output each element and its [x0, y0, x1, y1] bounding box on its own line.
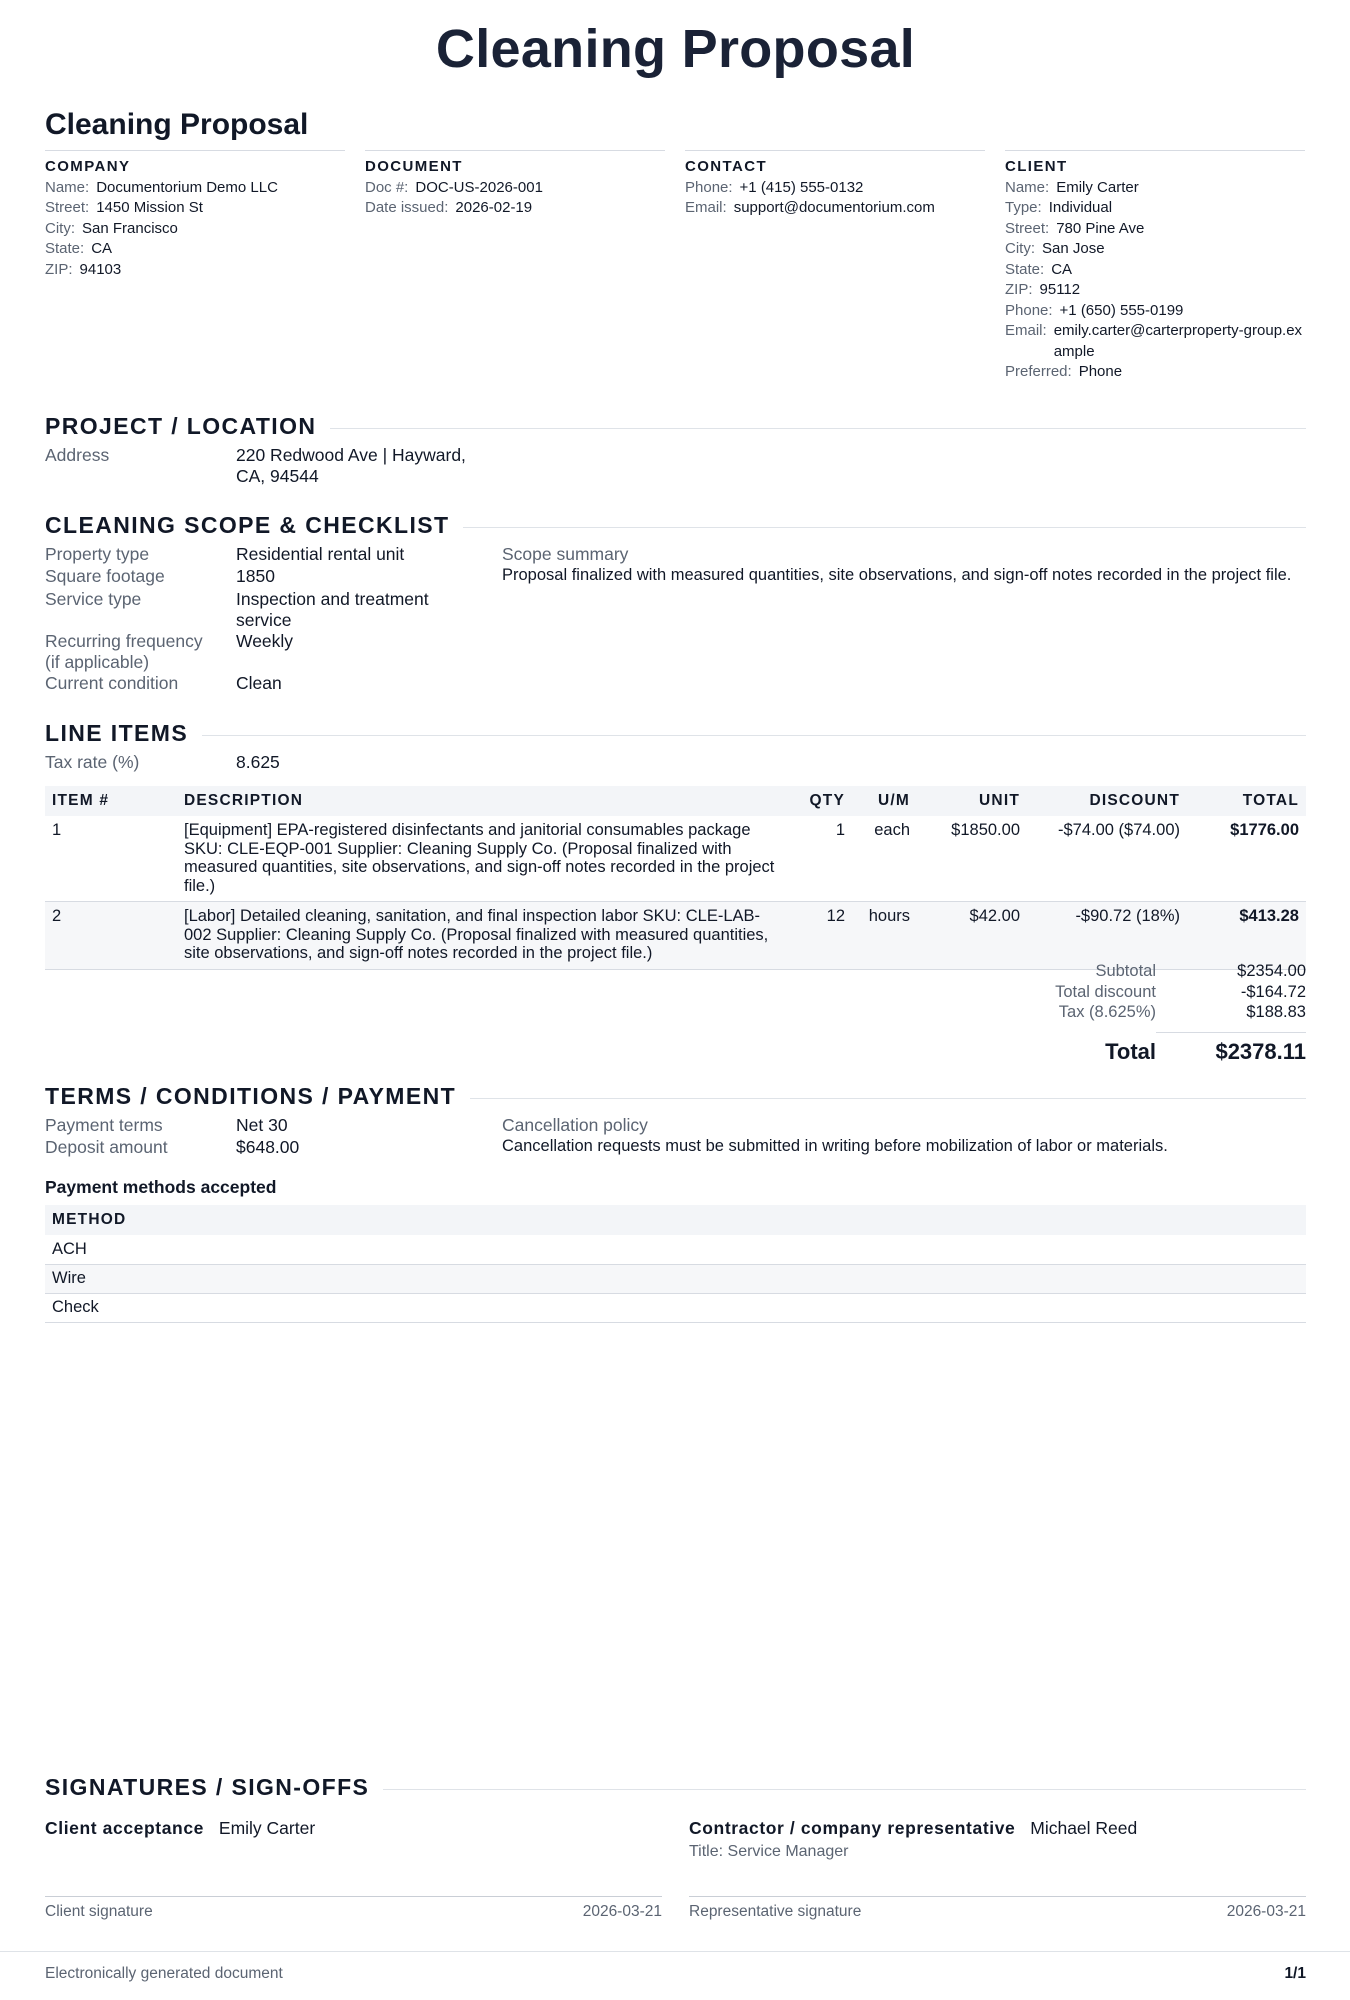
col-total: TOTAL [1187, 786, 1306, 816]
field-label: State: [45, 240, 85, 257]
discount-label: Total discount [1055, 982, 1156, 1001]
representative-signature-label: Representative signature [689, 1903, 862, 1920]
tax-rate-value: 8.625 [236, 752, 280, 772]
field-label: City: [1005, 240, 1035, 257]
date-issued: 2026-02-19 [455, 199, 533, 216]
table-row [45, 1293, 1306, 1322]
grand-total-label: Total [1105, 1039, 1156, 1064]
table-row [45, 902, 1306, 970]
document-heading: DOCUMENT [365, 158, 463, 175]
item-description: [Labor] Detailed cleaning, sanitation, and final inspection labor SKU: CLE-LAB-002 Supplier: Cleaning Supply Co. (Proposal finalized with measured quantities, site observations, and sign-off notes recorded in the project file.) [177, 902, 787, 970]
square-footage-label: Square footage [45, 566, 165, 586]
square-footage-value: 1850 [236, 566, 275, 586]
deposit-label: Deposit amount [45, 1137, 168, 1157]
item-number: 1 [45, 816, 177, 902]
payment-methods-heading: Payment methods accepted [45, 1177, 277, 1197]
client-acceptance-name: Emily Carter [218, 1818, 316, 1838]
contact-heading: CONTACT [685, 158, 768, 175]
project-section-header [45, 413, 1306, 440]
subtotal-value: $2354.00 [1237, 962, 1306, 980]
client-acceptance-label: Client acceptance [45, 1818, 205, 1838]
frequency-value: Weekly [236, 631, 294, 651]
representative-signature-date: 2026-03-21 [1226, 1903, 1306, 1920]
field-label: Name: [45, 178, 90, 196]
company-name: Documentorium Demo LLC [96, 178, 278, 196]
client-preferred: Phone [1078, 363, 1123, 380]
col-qty: QTY [787, 786, 852, 816]
totals-divider [1156, 1032, 1306, 1033]
company-zip: 94103 [79, 260, 122, 278]
service-type-label: Service type [45, 589, 142, 609]
client-preferred-row [1005, 362, 1305, 383]
company-street-row [45, 198, 345, 219]
field-label: Type: [1005, 199, 1042, 216]
company-city: San Francisco [82, 219, 178, 237]
item-number: 2 [45, 902, 177, 970]
item-um: each [852, 816, 917, 902]
client-heading: CLIENT [1005, 158, 1068, 175]
service-type-value: Inspection and treatment service [236, 589, 429, 630]
company-state-row [45, 239, 345, 260]
client-signature-label: Client signature [45, 1903, 153, 1920]
table-header-row [45, 1205, 1306, 1235]
item-description: [Equipment] EPA-registered disinfectants and janitorial consumables package SKU: CLE-EQP-001 Supplier: Cleaning Supply Co. (Proposal finalized with measured quantities, site observations, and sign-off notes recorded in the project file.) [177, 816, 787, 902]
document-subtitle: Cleaning Proposal [45, 108, 309, 141]
item-qty: 12 [787, 902, 852, 970]
field-label: ZIP: [45, 260, 73, 278]
field-label: Date issued: [365, 199, 449, 216]
scope-service-type [45, 589, 525, 631]
col-unit: UNIT [917, 786, 1027, 816]
representative-acceptance [689, 1818, 1137, 1839]
client-phone: +1 (650) 555-0199 [1059, 301, 1184, 319]
client-street: 780 Pine Ave [1056, 219, 1145, 237]
col-description: DESCRIPTION [177, 786, 787, 816]
project-heading: PROJECT / LOCATION [45, 413, 317, 439]
address-value: 220 Redwood Ave | Hayward, CA, 94544 [236, 445, 466, 486]
client-type: Individual [1048, 199, 1113, 216]
item-unit: $42.00 [917, 902, 1027, 970]
field-label: Name: [1005, 178, 1050, 196]
col-um: U/M [852, 786, 917, 816]
field-label: City: [45, 219, 75, 237]
frequency-label: Recurring frequency (if applicable) [45, 631, 203, 672]
field-label: Preferred: [1005, 363, 1072, 380]
scope-property-type [45, 544, 525, 566]
contact-phone: +1 (415) 555-0132 [739, 178, 864, 196]
contact-email-row [685, 198, 985, 219]
company-name-row [45, 178, 345, 199]
client-type-row [1005, 198, 1305, 219]
scope-frequency [45, 631, 525, 673]
representative-label: Contractor / company representative [689, 1818, 1016, 1838]
field-label: Email: [1005, 322, 1047, 339]
company-state: CA [91, 240, 113, 257]
document-page [45, 0, 1306, 2000]
line-items-section-header [45, 720, 1306, 747]
table-row [45, 1264, 1306, 1293]
line-items-table [45, 786, 1306, 970]
terms-section-header [45, 1083, 1306, 1110]
page-number: 1/1 [1284, 1965, 1306, 1982]
table-row [45, 816, 1306, 902]
client-zip-row [1005, 280, 1305, 301]
company-zip-row [45, 260, 345, 281]
item-unit: $1850.00 [917, 816, 1027, 902]
cancellation-label: Cancellation policy [502, 1115, 648, 1135]
footer-note: Electronically generated document [45, 1965, 283, 1982]
method-check: Check [45, 1293, 1306, 1322]
client-city-row [1005, 239, 1305, 260]
client-name: Emily Carter [1056, 178, 1139, 196]
scope-summary-label: Scope summary [502, 544, 629, 564]
header-info-grid [45, 150, 1306, 383]
method-wire: Wire [45, 1264, 1306, 1293]
client-zip: 95112 [1039, 281, 1081, 298]
subtotal-label: Subtotal [1095, 962, 1156, 980]
address-label: Address [45, 445, 110, 465]
tax-label: Tax (8.625%) [1058, 1003, 1156, 1021]
deposit-amount [45, 1137, 525, 1159]
table-header-row [45, 786, 1306, 816]
scope-summary-text: Proposal finalized with measured quantities, site observations, and sign-off notes recorded in the project file. [502, 566, 1292, 584]
tax-rate [45, 752, 525, 774]
scope-square-footage [45, 566, 525, 588]
discount-value: -$164.72 [1240, 982, 1306, 1001]
client-city: San Jose [1042, 240, 1105, 257]
field-label: Street: [45, 199, 90, 216]
client-street-row [1005, 219, 1305, 240]
scope-heading: CLEANING SCOPE & CHECKLIST [45, 512, 450, 538]
contact-email: support@documentorium.com [733, 199, 935, 216]
contact-block [685, 150, 985, 383]
field-label: Street: [1005, 219, 1050, 237]
item-total: $413.28 [1187, 902, 1306, 970]
tax-row [906, 1002, 1306, 1023]
item-total: $1776.00 [1187, 816, 1306, 902]
client-signature-line [45, 1896, 662, 1897]
property-type-value: Residential rental unit [236, 544, 405, 564]
payment-methods-table [45, 1205, 1306, 1323]
tax-rate-label: Tax rate (%) [45, 752, 140, 772]
field-label: Phone: [1005, 301, 1053, 319]
scope-condition [45, 673, 525, 695]
col-discount: DISCOUNT [1027, 786, 1187, 816]
contact-phone-row [685, 178, 985, 199]
cancellation-text: Cancellation requests must be submitted in writing before mobilization of labor or materials. [502, 1137, 1168, 1155]
condition-value: Clean [236, 673, 282, 693]
representative-title: Title: Service Manager [689, 1843, 849, 1860]
footer-divider [0, 1951, 1350, 1952]
company-block [45, 150, 345, 383]
condition-label: Current condition [45, 673, 179, 693]
client-email-row [1005, 321, 1305, 362]
field-label: State: [1005, 260, 1045, 278]
field-label: ZIP: [1005, 281, 1033, 298]
doc-number: DOC-US-2026-001 [415, 178, 543, 196]
method-ach: ACH [45, 1235, 1306, 1264]
document-title: Cleaning Proposal [435, 19, 916, 79]
representative-signature-line [689, 1896, 1306, 1897]
client-state: CA [1051, 260, 1073, 278]
payment-terms-value: Net 30 [236, 1115, 288, 1135]
grand-total-value: $2378.11 [1215, 1039, 1306, 1064]
date-issued-row [365, 198, 665, 219]
item-discount: -$90.72 (18%) [1027, 902, 1187, 970]
col-item: ITEM # [45, 786, 177, 816]
divider [383, 1789, 1306, 1790]
field-label: Phone: [685, 178, 733, 196]
company-street: 1450 Mission St [96, 199, 203, 216]
divider [470, 1098, 1306, 1099]
client-phone-row [1005, 301, 1305, 322]
project-address [45, 445, 545, 489]
divider [463, 527, 1306, 528]
divider [330, 428, 1306, 429]
company-heading: COMPANY [45, 158, 131, 175]
field-label: Email: [685, 199, 727, 216]
scope-section-header [45, 512, 1306, 539]
divider [202, 735, 1306, 736]
property-type-label: Property type [45, 544, 150, 564]
client-acceptance [45, 1818, 315, 1839]
tax-value: $188.83 [1246, 1003, 1306, 1021]
doc-number-row [365, 178, 665, 199]
col-method: METHOD [45, 1205, 1306, 1235]
payment-terms-label: Payment terms [45, 1115, 163, 1135]
item-qty: 1 [787, 816, 852, 902]
signatures-section-header [45, 1774, 1306, 1801]
totals-block [906, 961, 1306, 1023]
client-state-row [1005, 260, 1305, 281]
representative-name: Michael Reed [1030, 1818, 1138, 1838]
client-name-row [1005, 178, 1305, 199]
field-label: Doc #: [365, 178, 409, 196]
company-city-row [45, 219, 345, 240]
grand-total-row [886, 1039, 1306, 1065]
client-email: emily.carter@carterproperty-group.example [1053, 322, 1303, 360]
client-block [1005, 150, 1305, 383]
payment-terms [45, 1115, 525, 1137]
terms-heading: TERMS / CONDITIONS / PAYMENT [45, 1083, 457, 1109]
subtotal-row [906, 961, 1306, 982]
table-row [45, 1235, 1306, 1264]
discount-row [906, 982, 1306, 1003]
document-block [365, 150, 665, 383]
signatures-heading: SIGNATURES / SIGN-OFFS [45, 1774, 370, 1800]
client-signature-date: 2026-03-21 [582, 1903, 662, 1920]
deposit-value: $648.00 [236, 1137, 300, 1157]
line-items-heading: LINE ITEMS [45, 720, 189, 746]
item-um: hours [852, 902, 917, 970]
item-discount: -$74.00 ($74.00) [1027, 816, 1187, 902]
